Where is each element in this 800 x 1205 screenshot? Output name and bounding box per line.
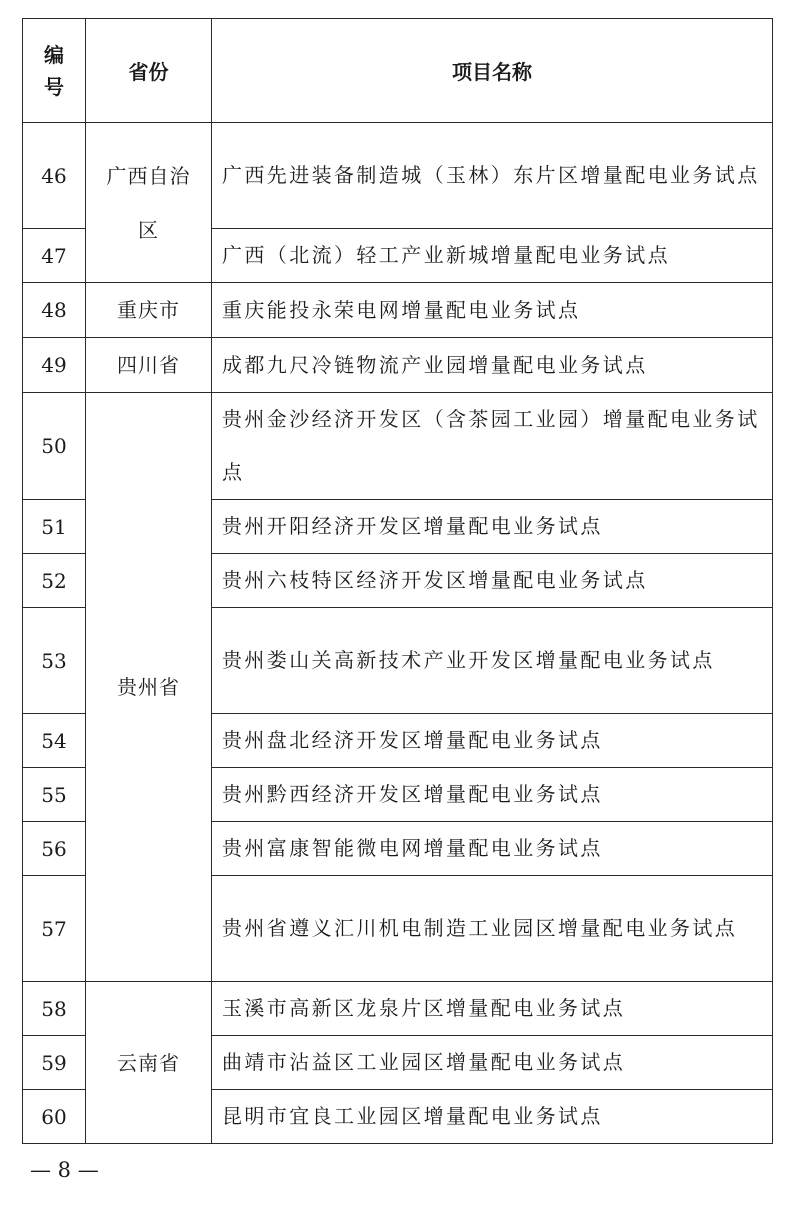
project-name: 贵州开阳经济开发区增量配电业务试点: [212, 500, 773, 554]
project-name: 广西（北流）轻工产业新城增量配电业务试点: [212, 229, 773, 283]
province-cell: 广西自治区: [86, 123, 212, 283]
row-number: 46: [23, 123, 86, 229]
project-name: 贵州娄山关高新技术产业开发区增量配电业务试点: [212, 608, 773, 714]
table-row: [23, 123, 773, 229]
project-name: 成都九尺冷链物流产业园增量配电业务试点: [212, 338, 773, 393]
project-name: 贵州金沙经济开发区（含茶园工业园）增量配电业务试点: [212, 393, 773, 500]
header-row: [23, 19, 773, 123]
row-number: 57: [23, 876, 86, 982]
table-row: [23, 982, 773, 1036]
project-name: 重庆能投永荣电网增量配电业务试点: [212, 283, 773, 338]
row-number: 51: [23, 500, 86, 554]
row-number: 56: [23, 822, 86, 876]
project-name: 玉溪市高新区龙泉片区增量配电业务试点: [212, 982, 773, 1036]
project-name: 贵州黔西经济开发区增量配电业务试点: [212, 768, 773, 822]
row-number: 58: [23, 982, 86, 1036]
table-row: [23, 338, 773, 393]
province-cell: 四川省: [86, 338, 212, 393]
page-number: — 8 —: [30, 1158, 99, 1182]
row-number: 54: [23, 714, 86, 768]
project-name: 广西先进装备制造城（玉林）东片区增量配电业务试点: [212, 123, 773, 229]
row-number: 55: [23, 768, 86, 822]
province-cell: 重庆市: [86, 283, 212, 338]
province-cell: 云南省: [86, 982, 212, 1144]
project-name: 贵州六枝特区经济开发区增量配电业务试点: [212, 554, 773, 608]
project-name: 贵州富康智能微电网增量配电业务试点: [212, 822, 773, 876]
header-province: 省份: [86, 19, 212, 123]
row-number: 52: [23, 554, 86, 608]
row-number: 59: [23, 1036, 86, 1090]
row-number: 50: [23, 393, 86, 500]
header-number: 编号: [23, 19, 86, 123]
project-name: 昆明市宜良工业园区增量配电业务试点: [212, 1090, 773, 1144]
header-project-name: 项目名称: [212, 19, 773, 123]
project-name: 贵州盘北经济开发区增量配电业务试点: [212, 714, 773, 768]
row-number: 48: [23, 283, 86, 338]
table-row: [23, 283, 773, 338]
project-name: 曲靖市沾益区工业园区增量配电业务试点: [212, 1036, 773, 1090]
province-cell: 贵州省: [86, 393, 212, 982]
row-number: 53: [23, 608, 86, 714]
pilot-projects-table: [22, 18, 773, 1144]
row-number: 49: [23, 338, 86, 393]
project-name: 贵州省遵义汇川机电制造工业园区增量配电业务试点: [212, 876, 773, 982]
row-number: 47: [23, 229, 86, 283]
row-number: 60: [23, 1090, 86, 1144]
table-row: [23, 393, 773, 500]
